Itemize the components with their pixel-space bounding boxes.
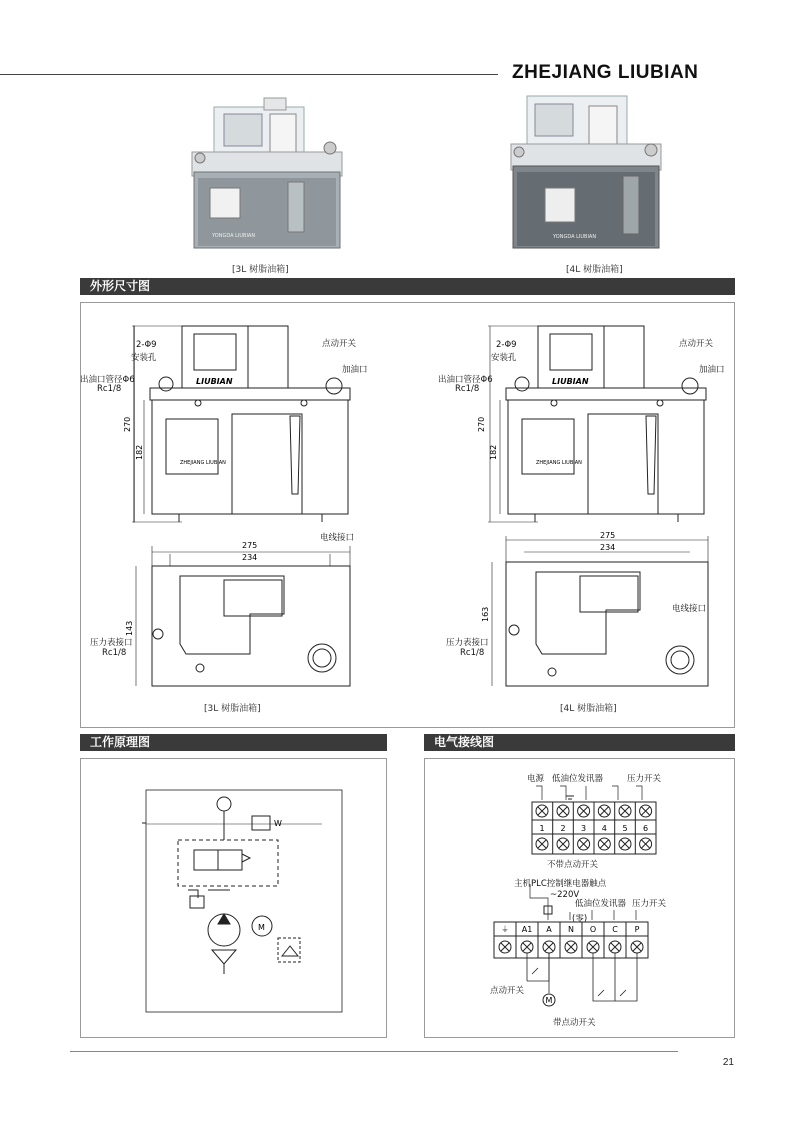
drawing-4l-body-text: ZHEJIANG LIUBIAN bbox=[536, 460, 582, 466]
dims-3l-fill-label: 加油口 bbox=[342, 365, 368, 375]
terminal-p: P bbox=[634, 925, 640, 934]
dims-4l-fill-label: 加油口 bbox=[699, 365, 725, 375]
terminal-a1: A1 bbox=[521, 925, 533, 934]
terminal-num-2: 2 bbox=[560, 824, 566, 833]
drawing-4l-dim-163: 163 bbox=[481, 606, 490, 622]
wiring-motor: M bbox=[545, 996, 553, 1005]
switch-w-label: W bbox=[274, 819, 282, 828]
page-number: 21 bbox=[722, 1057, 734, 1068]
terminal-a: A bbox=[546, 925, 552, 934]
drawing-4l-logo: LIUBIAN bbox=[552, 377, 589, 386]
terminal-num-4: 4 bbox=[601, 824, 607, 833]
terminal-block-top bbox=[510, 784, 660, 858]
terminal-num-6: 6 bbox=[643, 824, 649, 833]
wiring-bottom-footer: 带点动开关 bbox=[553, 1018, 596, 1028]
dims-3l-gauge-thread: Rc1/8 bbox=[102, 648, 127, 658]
drawing-4l-dim-234: 234 bbox=[600, 543, 616, 552]
section-dims-title: 外形尺寸图 bbox=[90, 279, 151, 293]
dims-3l-outlet-thread: Rc1/8 bbox=[97, 384, 122, 394]
dims-4l-outlet-label: 出油口管径Φ6 bbox=[438, 375, 493, 385]
photo-3l-tank-label: YONGDA LIUBIAN bbox=[212, 233, 256, 239]
photo-4l-tank bbox=[505, 88, 670, 253]
wiring-top-footer: 不带点动开关 bbox=[547, 860, 599, 870]
brand-title: ZHEJIANG LIUBIAN bbox=[512, 62, 699, 83]
wiring-neutral: (零) bbox=[572, 914, 588, 924]
hydraulic-diagram bbox=[82, 760, 385, 1036]
drawing-4l bbox=[440, 304, 732, 724]
dims-4l-switch-label: 点动开关 bbox=[679, 339, 714, 349]
photo-3l-caption: [3L 树脂油箱] bbox=[232, 265, 289, 275]
drawing-4l-dim-270: 270 bbox=[477, 416, 486, 432]
section-wiring-title: 电气接线图 bbox=[434, 735, 495, 749]
drawing-3l-dim-270: 270 bbox=[123, 416, 132, 432]
drawing-3l-logo: LIUBIAN bbox=[196, 377, 233, 386]
dims-4l-hole-label-2: 安装孔 bbox=[491, 353, 517, 363]
dims-3l-caption: [3L 树脂油箱] bbox=[204, 704, 261, 714]
terminal-o: O bbox=[589, 925, 597, 934]
drawing-3l-dim-182: 182 bbox=[135, 444, 144, 460]
photo-4l-tank-label: YONGDA LIUBIAN bbox=[553, 234, 597, 240]
section-header-principle bbox=[80, 734, 387, 751]
terminal-num-5: 5 bbox=[622, 824, 628, 833]
dims-3l-gauge-label: 压力表接口 bbox=[90, 638, 133, 648]
wiring-jog-label: 点动开关 bbox=[490, 986, 525, 996]
dims-3l-hole-label: 2-Φ9 bbox=[136, 340, 157, 350]
dims-4l-gauge-label: 压力表接口 bbox=[446, 638, 489, 648]
terminal-c: C bbox=[612, 925, 618, 934]
motor-symbol: M bbox=[258, 923, 265, 932]
wiring-top-low: 低油位发讯器 bbox=[552, 774, 604, 784]
drawing-3l-dim-143: 143 bbox=[125, 620, 134, 636]
photo-4l-caption: [4L 树脂油箱] bbox=[566, 265, 623, 275]
drawing-4l-dim-275: 275 bbox=[600, 531, 616, 540]
dims-4l-wire-label: 电线接口 bbox=[672, 604, 707, 614]
wiring-top-pressure: 压力开关 bbox=[627, 774, 662, 784]
dims-4l-hole-label: 2-Φ9 bbox=[496, 340, 517, 350]
wiring-bottom-low: 低油位发讯器 bbox=[575, 899, 627, 909]
dims-3l-hole-label-2: 安装孔 bbox=[131, 353, 157, 363]
terminal-n: N bbox=[568, 925, 574, 934]
section-principle-title: 工作原理图 bbox=[90, 735, 151, 749]
wiring-top-power: 电源 bbox=[527, 774, 545, 784]
section-header-dims bbox=[80, 278, 735, 295]
terminal-num-3: 3 bbox=[581, 824, 587, 833]
drawing-3l-dim-234: 234 bbox=[242, 553, 258, 562]
terminal-ground: ⏚ bbox=[501, 925, 509, 934]
header-rule bbox=[0, 74, 498, 75]
wiring-plc-label: 主机PLC控制继电器触点 bbox=[514, 879, 607, 889]
dims-3l-outlet-label: 出油口管径Φ6 bbox=[80, 375, 135, 385]
terminal-num-1: 1 bbox=[539, 824, 545, 833]
dims-3l-wire-label: 电线接口 bbox=[320, 533, 355, 543]
drawing-4l-dim-182: 182 bbox=[489, 444, 498, 460]
dims-4l-caption: [4L 树脂油箱] bbox=[560, 704, 617, 714]
dims-4l-outlet-thread: Rc1/8 bbox=[455, 384, 480, 394]
section-header-wiring bbox=[424, 734, 735, 751]
dims-3l-switch-label: 点动开关 bbox=[322, 339, 357, 349]
drawing-3l-body-text: ZHEJIANG LIUBIAN bbox=[180, 460, 226, 466]
wiring-voltage: ~220V bbox=[550, 890, 580, 900]
wiring-bottom-pressure: 压力开关 bbox=[632, 899, 667, 909]
footer-rule bbox=[70, 1051, 678, 1052]
drawing-3l-dim-275: 275 bbox=[242, 541, 258, 550]
dims-4l-gauge-thread: Rc1/8 bbox=[460, 648, 485, 658]
photo-3l-tank bbox=[180, 92, 360, 252]
